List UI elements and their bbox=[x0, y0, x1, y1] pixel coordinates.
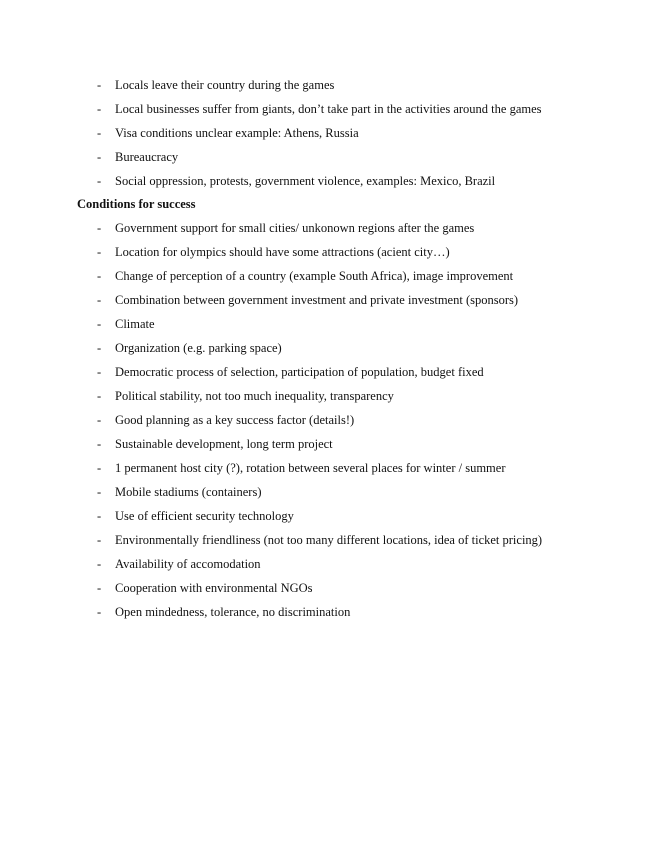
bullet-dash: - bbox=[97, 581, 102, 595]
section-heading: Conditions for success bbox=[77, 197, 196, 211]
bullet-dash: - bbox=[97, 78, 102, 92]
list-item bbox=[0, 171, 655, 195]
list-item bbox=[0, 99, 655, 123]
bullet-dash: - bbox=[97, 102, 102, 116]
list-item bbox=[0, 530, 655, 554]
bullet-dash: - bbox=[97, 605, 102, 619]
list-item-text: Organization (e.g. parking space) bbox=[115, 341, 282, 355]
bullet-dash: - bbox=[97, 245, 102, 259]
list-item-text: Climate bbox=[115, 317, 155, 331]
bullet-dash: - bbox=[97, 557, 102, 571]
list-item-text: Combination between government investment and private investment (sponsors) bbox=[115, 293, 519, 307]
bullet-dash: - bbox=[97, 126, 102, 140]
list-item-text: Environmentally friendliness (not too many different locations, idea of ticket pricing) bbox=[115, 533, 543, 547]
bullet-dash: - bbox=[97, 150, 102, 164]
list-item-text: Mobile stadiums (containers) bbox=[115, 485, 262, 499]
list-item bbox=[0, 578, 655, 602]
list-item-text: Social oppression, protests, government violence, examples: Mexico, Brazil bbox=[115, 174, 496, 188]
list-item-text: 1 permanent host city (?), rotation between several places for winter / summer bbox=[115, 461, 506, 475]
list-item-text: Political stability, not too much inequality, transparency bbox=[115, 389, 394, 403]
list-item bbox=[0, 147, 655, 171]
bullet-dash: - bbox=[97, 269, 102, 283]
bullet-dash: - bbox=[97, 221, 102, 235]
list-item bbox=[0, 75, 655, 99]
list-item-text: Sustainable development, long term project bbox=[115, 437, 333, 451]
list-item bbox=[0, 218, 655, 242]
list-item-text: Availability of accomodation bbox=[115, 557, 261, 571]
list-item bbox=[0, 386, 655, 410]
list-item-text: Open mindedness, tolerance, no discrimination bbox=[115, 605, 351, 619]
list-item bbox=[0, 314, 655, 338]
bullet-dash: - bbox=[97, 389, 102, 403]
list-item-text: Change of perception of a country (example South Africa), image improvement bbox=[115, 269, 514, 283]
list-item-text: Democratic process of selection, participation of population, budget fixed bbox=[115, 365, 484, 379]
list-item-text: Local businesses suffer from giants, don’t take part in the activities around the games bbox=[115, 102, 542, 116]
bullet-dash: - bbox=[97, 413, 102, 427]
bullet-dash: - bbox=[97, 293, 102, 307]
list-item-text: Location for olympics should have some attractions (acient city…) bbox=[115, 245, 450, 259]
bullet-dash: - bbox=[97, 461, 102, 475]
bullet-dash: - bbox=[97, 365, 102, 379]
list-item bbox=[0, 338, 655, 362]
bullet-dash: - bbox=[97, 533, 102, 547]
bullet-dash: - bbox=[97, 317, 102, 331]
list-item bbox=[0, 434, 655, 458]
list-item-text: Visa conditions unclear example: Athens, Russia bbox=[115, 126, 359, 140]
list-item-text: Locals leave their country during the games bbox=[115, 78, 335, 92]
list-item bbox=[0, 290, 655, 314]
bullet-dash: - bbox=[97, 485, 102, 499]
list-item bbox=[0, 242, 655, 266]
list-item-text: Use of efficient security technology bbox=[115, 509, 294, 523]
bullet-dash: - bbox=[97, 174, 102, 188]
list-item bbox=[0, 602, 655, 626]
list-item bbox=[0, 506, 655, 530]
list-item bbox=[0, 266, 655, 290]
list-item-text: Bureaucracy bbox=[115, 150, 179, 164]
list-item bbox=[0, 554, 655, 578]
bullet-dash: - bbox=[97, 509, 102, 523]
success-conditions-list bbox=[0, 218, 655, 626]
list-item bbox=[0, 410, 655, 434]
list-item bbox=[0, 123, 655, 147]
bullet-dash: - bbox=[97, 341, 102, 355]
list-item-text: Government support for small cities/ unkonown regions after the games bbox=[115, 221, 475, 235]
list-item-text: Good planning as a key success factor (details!) bbox=[115, 413, 355, 427]
intro-bullet-list bbox=[0, 75, 655, 195]
list-item-text: Cooperation with environmental NGOs bbox=[115, 581, 313, 595]
list-item bbox=[0, 482, 655, 506]
list-item bbox=[0, 458, 655, 482]
bullet-dash: - bbox=[97, 437, 102, 451]
list-item bbox=[0, 362, 655, 386]
